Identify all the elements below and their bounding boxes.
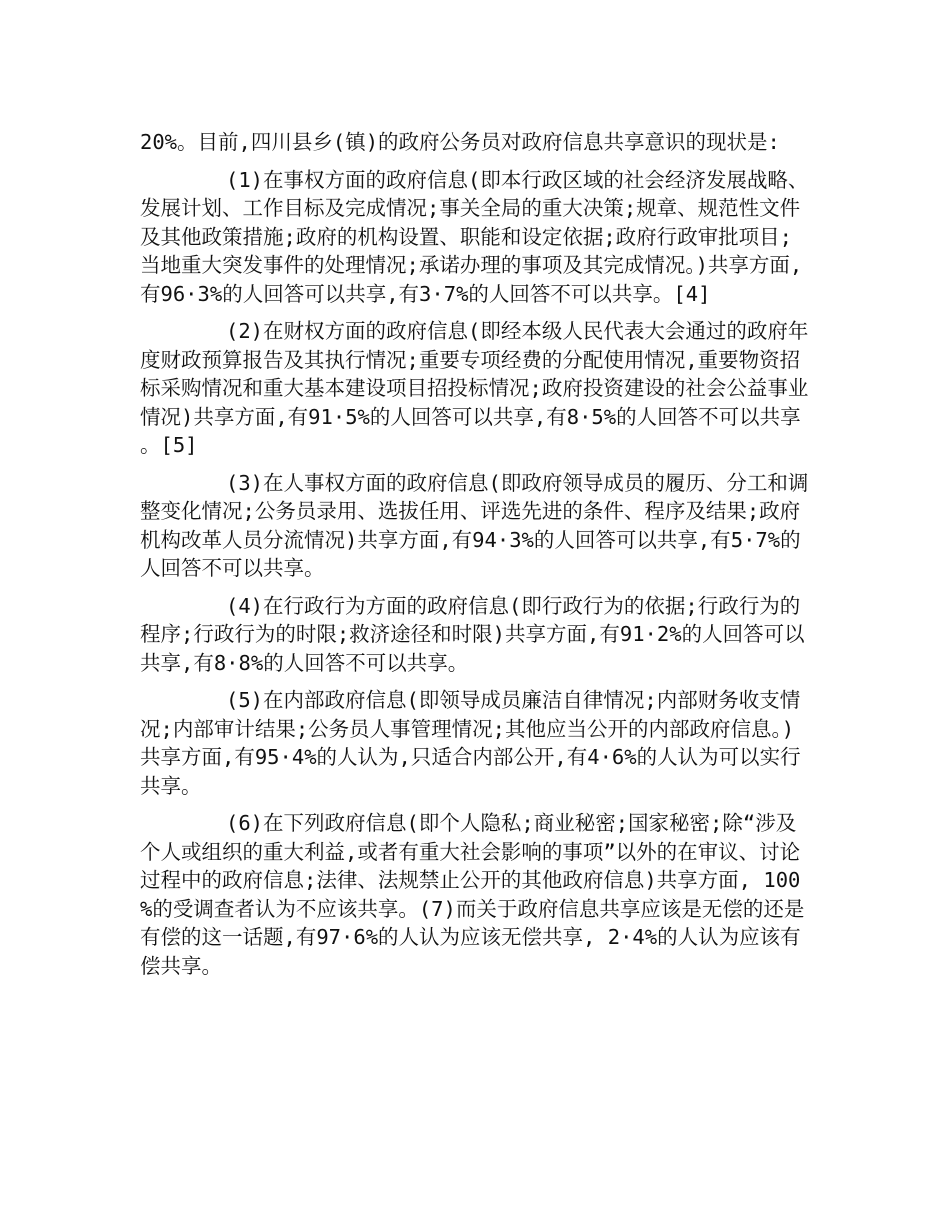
document-body	[140, 128, 812, 989]
paragraph-item-3: (3)在人事权方面的政府信息(即政府领导成员的履历、分工和调整变化情况;公务员录用、选拔任用、评选先进的条件、程序及结果;政府机构改革人员分流情况)共享方面,有94·3%的人回答可以共享,有5·7%的人回答不可以共享。	[140, 470, 809, 580]
paragraph-item-2: (2)在财权方面的政府信息(即经本级人民代表大会通过的政府年度财政预算报告及其执行情况;重要专项经费的分配使用情况,重要物资招标采购情况和重大基本建设项目招投标情况;政府投资建设的社会公益事业情况)共享方面,有91·5%的人回答可以共享,有8·5%的人回答不可以共享。[5]	[140, 319, 809, 457]
paragraph-item-6: (6)在下列政府信息(即个人隐私;商业秘密;国家秘密;除“涉及个人或组织的重大利益,或者有重大社会影响的事项”以外的在审议、讨论过程中的政府信息;法律、法规禁止公开的其他政府信息)共享方面, 100%的受调查者认为不应该共享。(7)而关于政府信息共享应该是无偿的还是有偿的这一话题,有97·6%的人认为应该无偿共享, 2·4%的人认为应该有偿共享。	[140, 811, 805, 978]
paragraph-intro: 20%。目前,四川县乡(镇)的政府公务员对政府信息共享意识的现状是:	[140, 130, 780, 154]
paragraph-item-5: (5)在内部政府信息(即领导成员廉洁自律情况;内部财务收支情况;内部审计结果;公务员人事管理情况;其他应当公开的内部政府信息。)共享方面,有95·4%的人认为,只适合内部公开,有4·6%的人认为可以实行共享。	[140, 688, 801, 798]
paragraph-item-1: (1)在事权方面的政府信息(即本行政区域的社会经济发展战略、发展计划、工作目标及完成情况;事关全局的重大决策;规章、规范性文件及其他政策措施;政府的机构设置、职能和设定依据;政府行政审批项目;当地重大突发事件的处理情况;承诺办理的事项及其完成情况。)共享方面,有96·3%的人回答可以共享,有3·7%的人回答不可以共享。[4]	[140, 167, 809, 306]
paragraph-item-4: (4)在行政行为方面的政府信息(即行政行为的依据;行政行为的程序;行政行为的时限;救济途径和时限)共享方面,有91·2%的人回答可以共享,有8·8%的人回答不可以共享。	[140, 593, 805, 675]
